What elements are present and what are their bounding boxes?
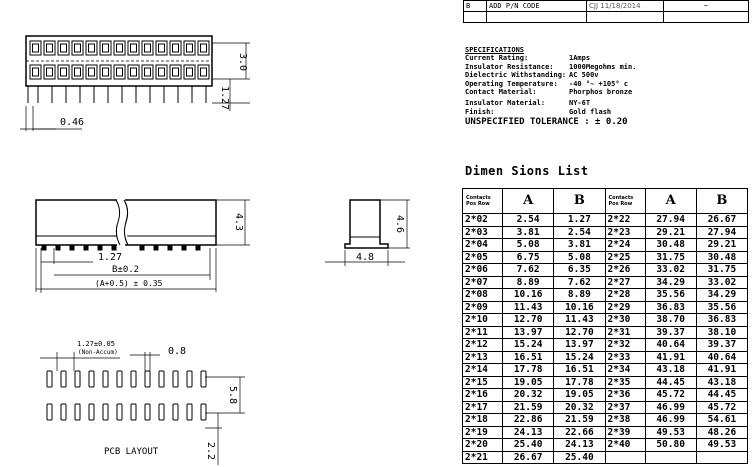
contact-hole	[187, 68, 193, 76]
table-cell: 33.02	[645, 264, 696, 277]
contact-hole	[117, 68, 123, 76]
table-cell: 2*27	[605, 276, 645, 289]
table-cell: 2*10	[463, 314, 503, 327]
contact-hole	[89, 68, 95, 76]
pcb-pad	[117, 371, 122, 387]
table-cell: 2*24	[605, 239, 645, 252]
table-row	[463, 264, 748, 277]
pcb-pad	[75, 371, 80, 387]
side-width-label: 4.8	[356, 252, 375, 263]
table-cell: 27.94	[645, 214, 696, 227]
table-cell: 1.27	[554, 214, 605, 227]
contact-hole	[61, 68, 67, 76]
table-cell: 2*28	[605, 289, 645, 302]
table-row	[463, 289, 748, 302]
pcb-pads	[47, 371, 206, 420]
revision-mark: ~	[664, 1, 749, 12]
table-row	[463, 401, 748, 414]
table-cell: 38.10	[696, 326, 747, 339]
table-cell: 2*21	[463, 451, 503, 464]
contact-cell	[142, 41, 153, 55]
table-row	[463, 214, 748, 227]
contact-cell	[72, 41, 83, 55]
contact-cell	[100, 65, 111, 79]
table-cell: 38.70	[645, 314, 696, 327]
table-cell: 36.83	[696, 314, 747, 327]
pcb-pad	[187, 404, 192, 420]
table-cell: 13.97	[554, 339, 605, 352]
table-cell	[696, 451, 747, 464]
contact-cell	[30, 41, 41, 55]
contact-hole	[89, 44, 95, 52]
table-cell: 20.32	[554, 401, 605, 414]
front-pin	[112, 245, 116, 250]
table-cell: 50.80	[645, 439, 696, 452]
front-pin	[98, 245, 102, 250]
table-cell: 2*32	[605, 339, 645, 352]
front-pin	[70, 245, 74, 250]
table-cell: 2*08	[463, 289, 503, 302]
contact-hole	[145, 44, 151, 52]
contact-hole	[201, 44, 207, 52]
contact-hole	[117, 44, 123, 52]
pcb-pad	[61, 404, 66, 420]
table-cell: 19.05	[554, 389, 605, 402]
table-cell: 2*07	[463, 276, 503, 289]
pcb-pitch-label: 1.27±0.05	[77, 340, 115, 348]
table-row	[463, 339, 748, 352]
table-row	[463, 226, 748, 239]
table-cell: 30.48	[696, 251, 747, 264]
pcb-pad	[47, 371, 52, 387]
table-cell: 41.91	[645, 351, 696, 364]
pcb-pad	[173, 404, 178, 420]
contact-hole	[131, 44, 137, 52]
front-pin	[56, 245, 60, 250]
table-cell: 2*39	[605, 426, 645, 439]
table-cell: 31.75	[696, 264, 747, 277]
contact-hole	[173, 68, 179, 76]
pcb-non-accum-label: (Non-Accum)	[78, 349, 118, 356]
table-cell: 2*19	[463, 426, 503, 439]
table-row	[463, 351, 748, 364]
table-row	[463, 439, 748, 452]
table-cell: 2*09	[463, 301, 503, 314]
pcb-pad	[89, 404, 94, 420]
table-row	[463, 426, 748, 439]
side-height-label: 4.6	[394, 214, 405, 234]
dimensions-header-row	[463, 189, 748, 214]
contact-cell	[198, 65, 209, 79]
table-cell: 2*34	[605, 364, 645, 377]
contact-cell	[170, 41, 181, 55]
contact-cell	[128, 65, 139, 79]
contact-cell	[58, 41, 69, 55]
table-cell: 2*33	[605, 351, 645, 364]
pcb-pad	[159, 404, 164, 420]
table-cell: 26.67	[503, 451, 554, 464]
contact-cell	[72, 65, 83, 79]
table-cell: 8.89	[554, 289, 605, 302]
table-row	[463, 301, 748, 314]
contact-cell	[184, 41, 195, 55]
front-pin	[168, 245, 172, 250]
table-cell: 39.37	[696, 339, 747, 352]
table-row	[463, 364, 748, 377]
header-a: A	[503, 189, 554, 214]
table-cell: 45.72	[696, 401, 747, 414]
contact-cell	[156, 41, 167, 55]
table-cell: 43.18	[645, 364, 696, 377]
table-cell: 10.16	[503, 289, 554, 302]
table-cell: 13.97	[503, 326, 554, 339]
table-cell: 2*38	[605, 414, 645, 427]
table-cell: 31.75	[645, 251, 696, 264]
table-cell: 40.64	[645, 339, 696, 352]
table-cell: 8.89	[503, 276, 554, 289]
revision-letter: B	[464, 1, 487, 12]
table-cell: 2*22	[605, 214, 645, 227]
table-cell: 34.29	[645, 276, 696, 289]
table-cell: 2*05	[463, 251, 503, 264]
pcb-pad	[103, 371, 108, 387]
table-cell: 2*36	[605, 389, 645, 402]
contact-hole	[33, 44, 39, 52]
pcb-pad	[145, 371, 150, 387]
spec-row: Insulator Material: NY-6T	[465, 99, 591, 108]
pcb-pad	[159, 371, 164, 387]
contact-cell	[100, 41, 111, 55]
table-cell: 2*25	[605, 251, 645, 264]
header-b: B	[696, 189, 747, 214]
table-cell: 27.94	[696, 226, 747, 239]
table-cell: 40.64	[696, 351, 747, 364]
table-cell: 41.91	[696, 364, 747, 377]
table-cell: 10.16	[554, 301, 605, 314]
pcb-layout-title: PCB LAYOUT	[104, 447, 159, 457]
header-b: B	[554, 189, 605, 214]
table-cell: 2*06	[463, 264, 503, 277]
contact-hole	[145, 68, 151, 76]
table-cell: 2.54	[554, 226, 605, 239]
table-cell: 45.72	[645, 389, 696, 402]
table-cell: 22.66	[554, 426, 605, 439]
table-cell: 6.75	[503, 251, 554, 264]
table-cell: 54.61	[696, 414, 747, 427]
contact-hole	[187, 44, 193, 52]
contact-hole	[159, 44, 165, 52]
contact-hole	[47, 68, 53, 76]
contact-cell	[44, 65, 55, 79]
table-cell: 29.21	[696, 239, 747, 252]
table-row	[463, 451, 748, 464]
front-pin	[84, 245, 88, 250]
table-cell: 2*13	[463, 351, 503, 364]
table-cell: 11.43	[554, 314, 605, 327]
table-cell: 24.13	[503, 426, 554, 439]
table-cell: 22.86	[503, 414, 554, 427]
pcb-hole-label: 0.8	[168, 346, 187, 357]
spec-row: Current Rating: 1Amps	[465, 54, 591, 63]
top-pin-width-label: 0.46	[60, 117, 85, 128]
front-a-label: (A+0.5) ± 0.35	[95, 279, 163, 288]
contact-cell	[30, 65, 41, 79]
contact-hole	[103, 44, 109, 52]
contact-cell	[114, 41, 125, 55]
table-row	[463, 239, 748, 252]
pcb-pad	[201, 371, 206, 387]
top-height-label: 3.0	[237, 52, 248, 72]
table-cell: 2*02	[463, 214, 503, 227]
table-row	[463, 326, 748, 339]
table-cell: 17.78	[554, 376, 605, 389]
table-row	[463, 314, 748, 327]
table-cell: 2*15	[463, 376, 503, 389]
header-contacts: Contacts Pos Row	[463, 189, 503, 214]
contact-hole	[33, 68, 39, 76]
table-cell: 2*04	[463, 239, 503, 252]
table-cell: 43.18	[696, 376, 747, 389]
table-cell: 2*12	[463, 339, 503, 352]
table-cell: 11.43	[503, 301, 554, 314]
contact-cell	[58, 65, 69, 79]
front-pin	[140, 245, 144, 250]
table-cell	[605, 451, 645, 464]
table-cell: 2*31	[605, 326, 645, 339]
top-pin-contacts	[30, 41, 209, 79]
spec-row: Finish: Gold flash	[465, 107, 612, 116]
spec-row: Insulator Resistance: 1000Megohms min.	[465, 62, 637, 71]
table-cell: 7.62	[503, 264, 554, 277]
contact-cell	[170, 65, 181, 79]
unspecified-tolerance: UNSPECIFIED TOLERANCE : ± 0.20	[465, 117, 628, 128]
table-cell: 2*23	[605, 226, 645, 239]
table-cell: 19.05	[503, 376, 554, 389]
header-contacts: Contacts Pos Row	[605, 189, 645, 214]
front-pitch-label: 1.27	[98, 252, 123, 263]
dimensions-table	[462, 188, 748, 464]
table-cell: 2*16	[463, 389, 503, 402]
table-cell: 35.56	[645, 289, 696, 302]
table-cell: 17.78	[503, 364, 554, 377]
pcb-pad	[117, 404, 122, 420]
revision-row	[464, 1, 749, 12]
table-cell: 12.70	[554, 326, 605, 339]
contact-cell	[142, 65, 153, 79]
front-pin	[42, 245, 46, 250]
table-cell: 2*11	[463, 326, 503, 339]
table-cell: 3.81	[503, 226, 554, 239]
table-cell: 36.83	[645, 301, 696, 314]
table-cell: 29.21	[645, 226, 696, 239]
table-cell: 30.48	[645, 239, 696, 252]
table-cell: 39.37	[645, 326, 696, 339]
table-cell: 12.70	[503, 314, 554, 327]
table-cell: 44.45	[696, 389, 747, 402]
spec-row: Contact Material: Phorphos bronze	[465, 88, 633, 97]
spec-row: Operating Temperature: -40 °~ +105° c	[465, 79, 629, 88]
table-row	[463, 389, 748, 402]
table-cell: 2*17	[463, 401, 503, 414]
table-cell: 16.51	[503, 351, 554, 364]
table-cell: 2*37	[605, 401, 645, 414]
table-cell: 2*03	[463, 226, 503, 239]
contact-cell	[86, 41, 97, 55]
table-cell: 46.99	[645, 414, 696, 427]
front-pin	[196, 245, 200, 250]
header-a: A	[645, 189, 696, 214]
table-cell: 15.24	[503, 339, 554, 352]
front-pin	[182, 245, 186, 250]
table-cell: 5.08	[554, 251, 605, 264]
front-height-label: 4.3	[233, 212, 244, 232]
pcb-pad	[47, 404, 52, 420]
contact-cell	[128, 41, 139, 55]
table-cell: 34.29	[696, 289, 747, 302]
table-cell: 35.56	[696, 301, 747, 314]
table-cell	[645, 451, 696, 464]
contact-hole	[75, 44, 81, 52]
front-pin	[154, 245, 158, 250]
contact-hole	[103, 68, 109, 76]
pcb-pad	[131, 371, 136, 387]
contact-hole	[61, 44, 67, 52]
contact-hole	[47, 44, 53, 52]
contact-cell	[184, 65, 195, 79]
top-pin-length-label: 1.27	[219, 85, 230, 111]
table-row	[463, 414, 748, 427]
table-cell: 21.59	[554, 414, 605, 427]
table-cell: 26.67	[696, 214, 747, 227]
pcb-offset-label: 2.2	[205, 441, 216, 461]
table-cell: 46.99	[645, 401, 696, 414]
table-cell: 2*20	[463, 439, 503, 452]
pcb-pad	[89, 371, 94, 387]
table-cell: 2*26	[605, 264, 645, 277]
table-cell: 49.53	[696, 439, 747, 452]
top-view	[20, 36, 250, 131]
table-cell: 2*35	[605, 376, 645, 389]
table-cell: 2*30	[605, 314, 645, 327]
pcb-pad	[187, 371, 192, 387]
front-b-label: B±0.2	[112, 265, 140, 275]
table-cell: 48.26	[696, 426, 747, 439]
table-cell: 6.35	[554, 264, 605, 277]
specifications-heading: SPECIFICATIONS	[465, 46, 525, 54]
contact-cell	[198, 41, 209, 55]
table-row	[463, 276, 748, 289]
table-row	[463, 376, 748, 389]
pcb-pad	[75, 404, 80, 420]
pcb-pad	[201, 404, 206, 420]
pcb-pad	[131, 404, 136, 420]
contact-cell	[86, 65, 97, 79]
contact-hole	[201, 68, 207, 76]
table-cell: 2*14	[463, 364, 503, 377]
table-cell: 7.62	[554, 276, 605, 289]
contact-hole	[159, 68, 165, 76]
table-cell: 21.59	[503, 401, 554, 414]
dimensions-list-title: Dimen Sions List	[465, 164, 589, 178]
table-cell: 33.02	[696, 276, 747, 289]
table-cell: 5.08	[503, 239, 554, 252]
table-cell: 25.40	[554, 451, 605, 464]
specifications-block	[465, 46, 636, 127]
table-cell: 24.13	[554, 439, 605, 452]
revision-table	[463, 0, 749, 23]
table-cell: 3.81	[554, 239, 605, 252]
pcb-pad	[103, 404, 108, 420]
contact-cell	[114, 65, 125, 79]
table-row	[463, 251, 748, 264]
pcb-pad	[61, 371, 66, 387]
table-cell: 44.45	[645, 376, 696, 389]
table-cell: 2*18	[463, 414, 503, 427]
table-cell: 25.40	[503, 439, 554, 452]
contact-cell	[156, 65, 167, 79]
pcb-pad	[145, 404, 150, 420]
contact-hole	[75, 68, 81, 76]
pcb-row-spacing-label: 5.8	[227, 385, 238, 405]
pcb-pad	[173, 371, 178, 387]
table-cell: 2.54	[503, 214, 554, 227]
contact-hole	[131, 68, 137, 76]
revision-by-date: CJJ 11/18/2014	[587, 1, 664, 12]
table-cell: 20.32	[503, 389, 554, 402]
revision-empty-row	[464, 12, 749, 23]
table-cell: 16.51	[554, 364, 605, 377]
table-cell: 2*29	[605, 301, 645, 314]
contact-cell	[44, 41, 55, 55]
spec-row: Dielectric Withstanding: AC 500v	[465, 71, 599, 80]
table-cell: 49.53	[645, 426, 696, 439]
revision-description: ADD P/N CODE	[487, 1, 587, 12]
table-cell: 2*40	[605, 439, 645, 452]
contact-hole	[173, 44, 179, 52]
table-cell: 15.24	[554, 351, 605, 364]
